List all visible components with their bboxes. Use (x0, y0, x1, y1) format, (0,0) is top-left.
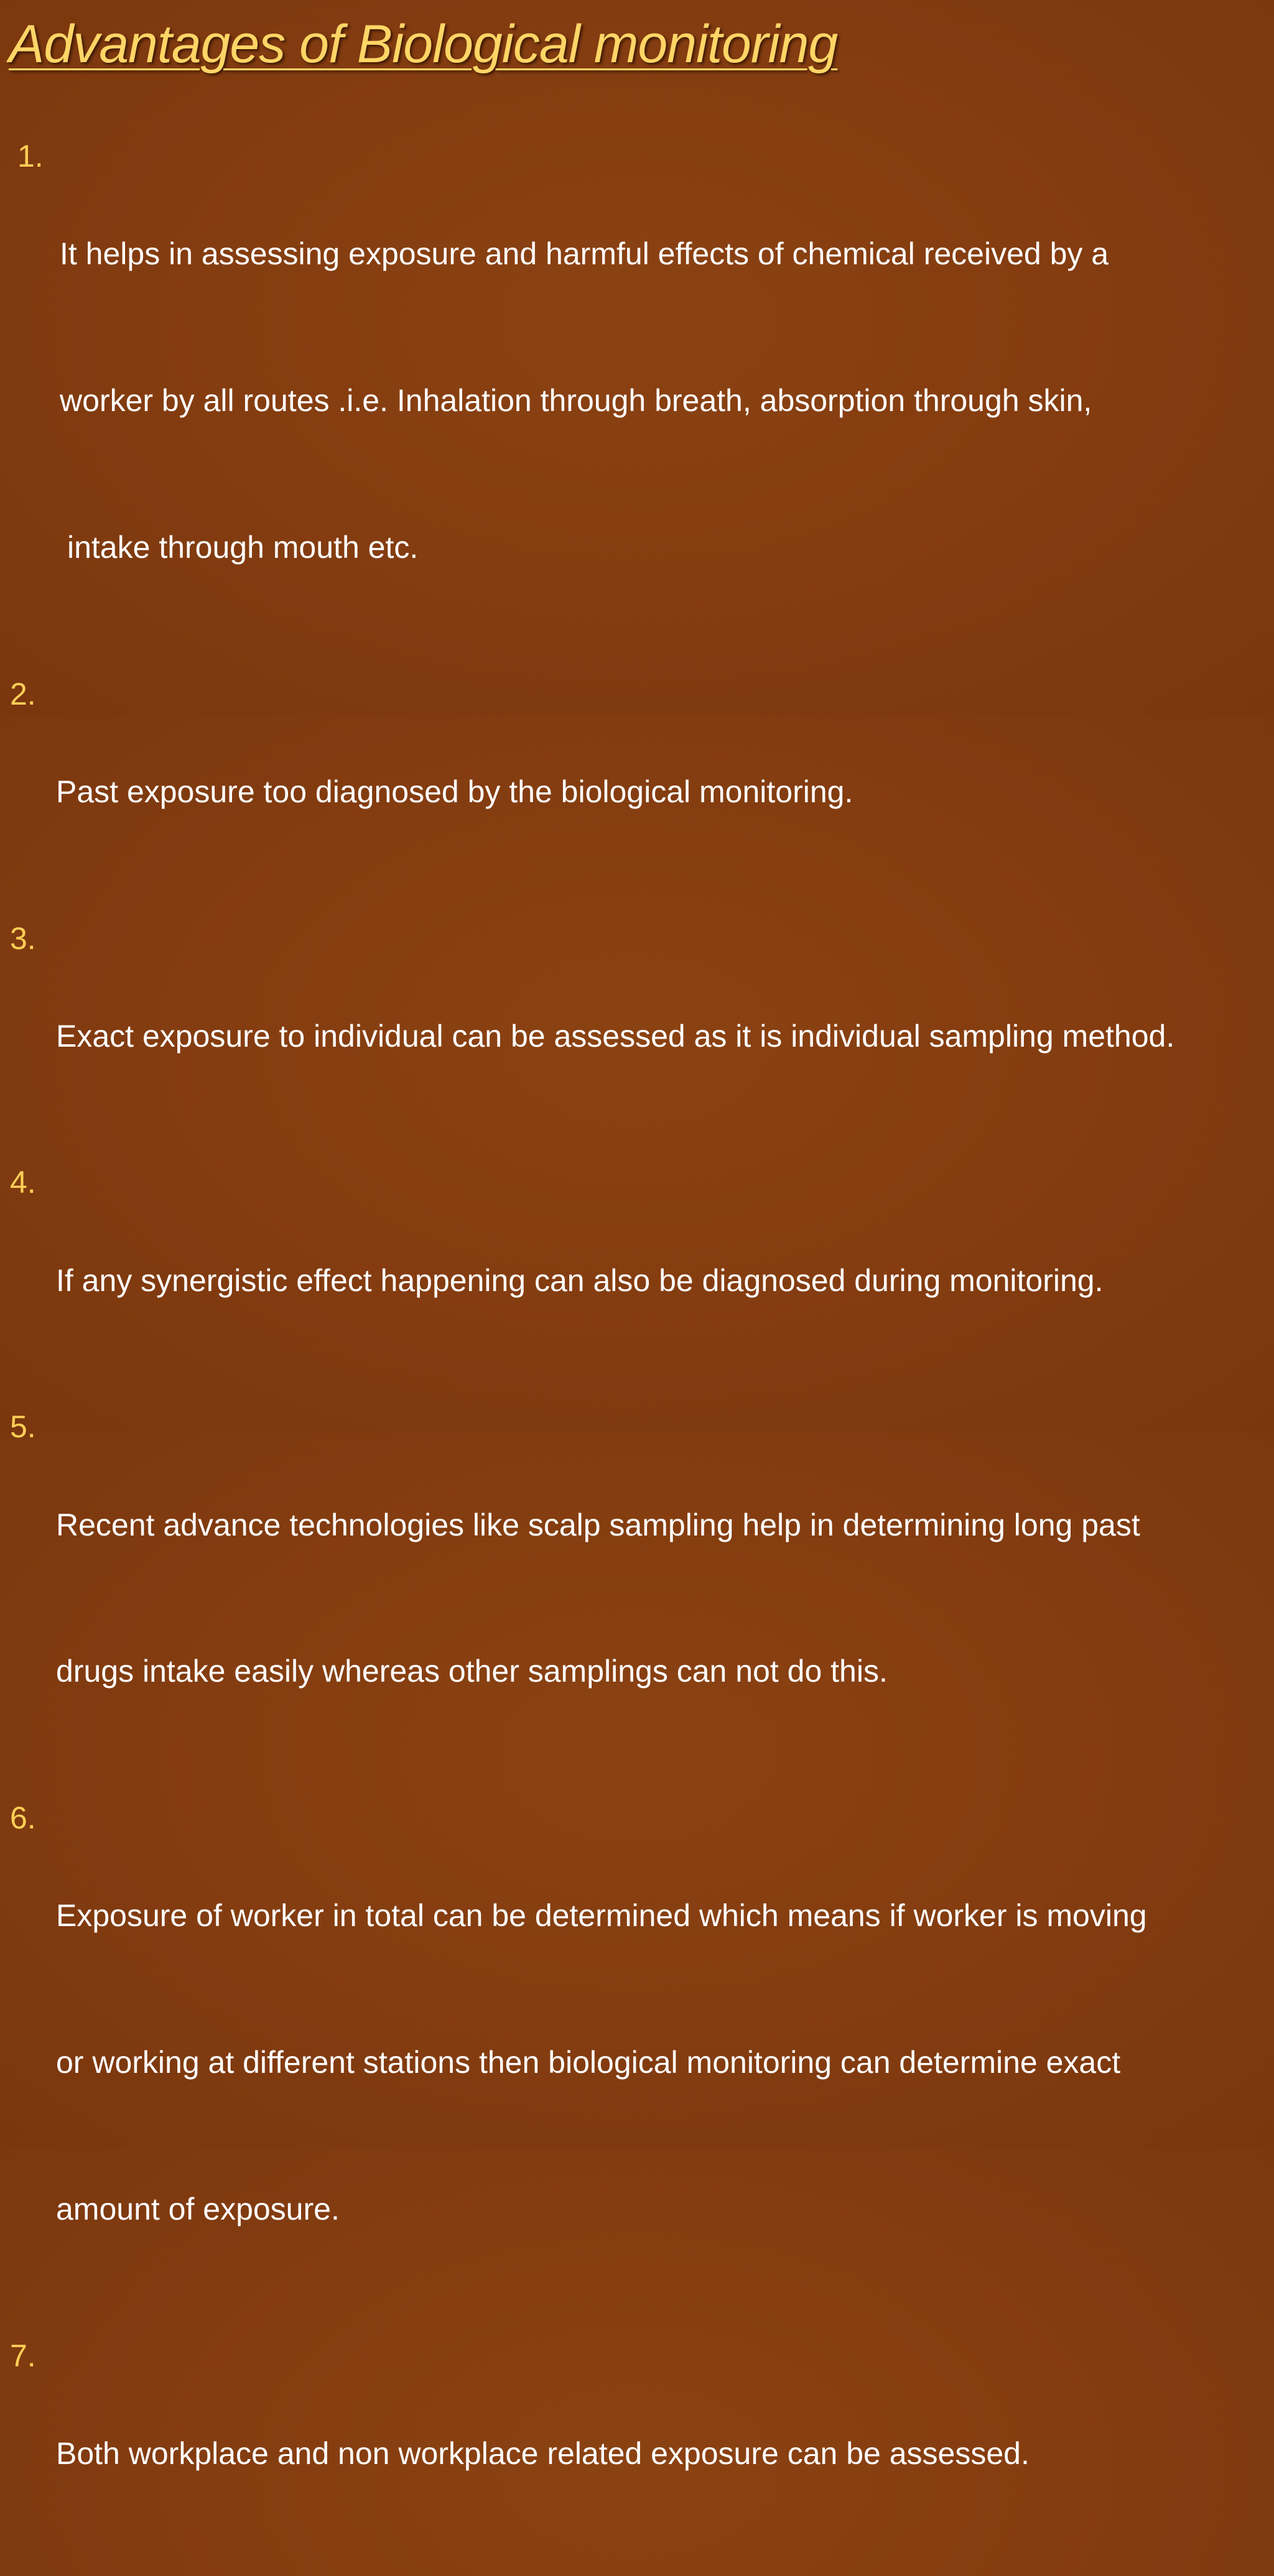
list-item-line: Exact exposure to individual can be assessed as it is individual sampling method. (56, 1018, 1175, 1054)
list-item-4 (0, 1158, 1269, 1402)
list-item-line: Exposure of worker in total can be determined which means if worker is moving (56, 1898, 1147, 1934)
list-item-text (60, 132, 1269, 670)
list-number: 4. (10, 1165, 36, 1200)
list-item-line: Both workplace and non workplace related exposure can be assessed. (56, 2435, 1030, 2471)
advantages-list (0, 132, 1269, 2576)
list-item-line: Past exposure too diagnosed by the biological monitoring. (56, 774, 853, 809)
list-number: 2. (10, 676, 36, 711)
list-item-3 (0, 914, 1269, 1159)
list-item-1 (0, 132, 1269, 670)
list-item-6 (0, 1794, 1269, 2332)
list-item-line: amount of exposure. (56, 2191, 340, 2226)
slide-title: Advantages of Biological monitoring (9, 14, 838, 74)
list-item-line: or working at different stations then biological monitoring can determine exact (56, 2045, 1121, 2080)
list-number: 5. (10, 1409, 36, 1445)
list-item-text (56, 1794, 1269, 2332)
list-item-line: It helps in assessing exposure and harmful effects of chemical received by a (60, 236, 1109, 272)
list-item-line: Recent advance technologies like scalp sampling help in determining long past (56, 1507, 1140, 1542)
list-number: 3. (10, 920, 36, 956)
list-item-line: drugs intake easily whereas other samplings can not do this. (56, 1654, 888, 1689)
list-item-7 (0, 2332, 1269, 2576)
list-item-5 (0, 1402, 1269, 1794)
list-item-text (56, 2332, 1269, 2576)
list-item-text (56, 1402, 1269, 1794)
list-number: 1. (17, 139, 44, 174)
list-item-line: If any synergistic effect happening can also be diagnosed during monitoring. (56, 1263, 1104, 1298)
list-item-text (56, 1158, 1269, 1402)
list-item-text (56, 670, 1269, 914)
list-item-line: intake through mouth etc. (67, 529, 419, 565)
list-item-line: worker by all routes .i.e. Inhalation through breath, absorption through skin, (60, 382, 1092, 418)
list-item-2 (0, 670, 1269, 914)
list-item-text (56, 914, 1269, 1159)
list-number: 7. (10, 2338, 36, 2373)
list-number: 6. (10, 1800, 36, 1836)
